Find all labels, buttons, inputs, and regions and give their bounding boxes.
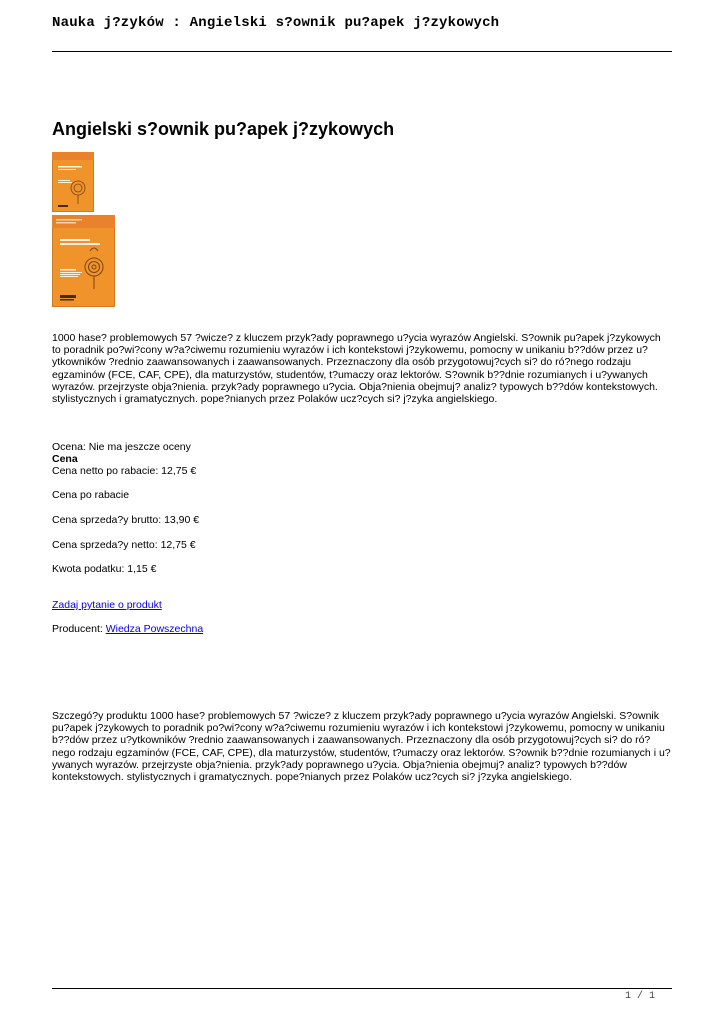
page-title: Angielski s?ownik pu?apek j?zykowych — [52, 119, 395, 139]
cover-art-icon — [52, 215, 115, 307]
rating-text: Ocena: Nie ma jeszcze oceny — [52, 441, 191, 453]
product-thumbnail-image[interactable] — [52, 152, 94, 212]
net-price: Cena sprzeda?y netto: 12,75 € — [52, 539, 196, 551]
product-cover-image[interactable] — [52, 215, 115, 307]
ask-question-row — [52, 599, 162, 611]
net-price-after-discount: Cena netto po rabacie: 12,75 € — [52, 465, 197, 477]
price-after-discount: Cena po rabacie — [52, 489, 130, 501]
tax-amount: Kwota podatku: 1,15 € — [52, 563, 157, 575]
product-details: Szczegó?y produktu 1000 hase? problemowych 57 ?wicze? z kluczem przyk?ady poprawnego u?ycia wyrazów Angielski. S?ownik pu?apek j?zykowych to poradnik po?wi?cony w?a?ciwemu rozumieniu wyrazów i ich kontekstowi j?zykowemu, pomocny w unikaniu b??dów przez u?ytkowników ?rednio zaawansowanych i zaawansowanych. Przeznaczony dla osób przygotowuj?cych si? do ró?nego rodzaju egzaminów (FCE, CAF, CPE), dla maturzystów, studentów, t?umaczy oraz lektorów. S?ownik b??dnie rozumianych i u?ywanych wyrazów. przejrzyste obja?nienia. przyk?ady poprawnego u?ycia. Obja?nienia obejmuj? analiz? typowych b??dów kontekstowych. stylistycznych i gramatycznych. pope?nianych przez Polaków ucz?cych si? j?zyka angielskiego. — [52, 710, 671, 784]
cover-art-icon — [52, 152, 94, 212]
footer-divider — [52, 988, 672, 989]
ask-question-link[interactable]: Zadaj pytanie o produkt — [52, 599, 162, 611]
producer-row — [52, 623, 203, 635]
price-heading: Cena — [52, 453, 78, 465]
product-description: 1000 hase? problemowych 57 ?wicze? z kluczem przyk?ady poprawnego u?ycia wyrazów Angielski. S?ownik pu?apek j?zykowych to poradnik po?wi?cony w?a?ciwemu rozumieniu wyrazów i ich kontekstowi j?zykowemu, pomocny w unikaniu b??dów przez u?ytkowników ?rednio zaawansowanych i zaawansowanych. Przeznaczony dla osób przygotowuj?cych si? do ró?nego rodzaju egzaminów (FCE, CAF, CPE), dla maturzystów, studentów, t?umaczy oraz lektorów. S?ownik b??dnie rozumianych i u?ywanych wyrazów. przejrzyste obja?nienia. przyk?ady poprawnego u?ycia. Obja?nienia obejmuj? analiz? typowych b??dów kontekstowych. stylistycznych i gramatycznych. pope?nianych przez Polaków ucz?cych si? j?zyka angielskiego. — [52, 332, 661, 406]
producer-label: Producent: — [52, 623, 106, 635]
header-title: Nauka j?zyków : Angielski s?ownik pu?apek j?zykowych — [52, 15, 500, 31]
page-number: 1 / 1 — [624, 991, 655, 1002]
producer-link[interactable]: Wiedza Powszechna — [105, 623, 204, 635]
gross-price: Cena sprzeda?y brutto: 13,90 € — [52, 514, 200, 526]
header-divider — [52, 51, 672, 52]
